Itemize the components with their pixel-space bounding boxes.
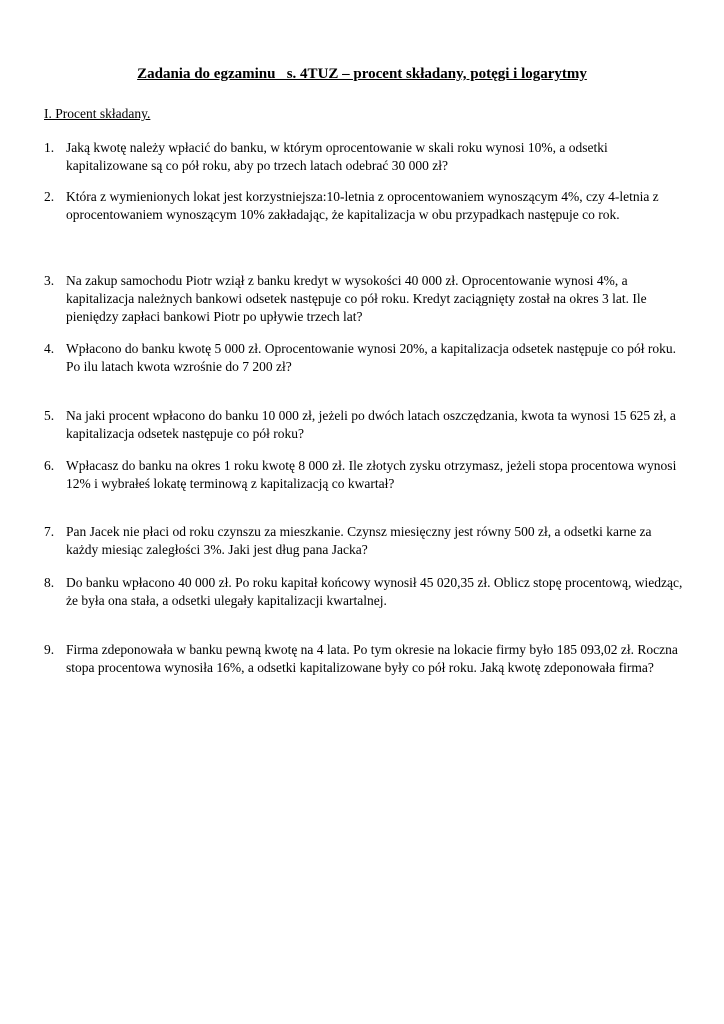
task-text: Wpłacasz do banku na okres 1 roku kwotę 8 000 zł. Ile złotych zysku otrzymasz, jeżeli stopa procentowa wynosi 12% i wybrałeś lokatę terminową z kapitalizacją co kwartał?	[66, 458, 677, 491]
task-item-2	[44, 188, 684, 224]
task-item-8	[44, 574, 684, 610]
task-item-6	[44, 457, 684, 493]
task-text: Jaką kwotę należy wpłacić do banku, w którym oprocentowanie w skali roku wynosi 10%, a odsetki kapitalizowane są co pół roku, aby po trzech latach odebrać 30 000 zł?	[66, 140, 608, 173]
task-text: Wpłacono do banku kwotę 5 000 zł. Oprocentowanie wynosi 20%, a kapitalizacja odsetek następuje co pół roku. Po ilu latach kwota wzrośnie do 7 200 zł?	[66, 341, 676, 374]
section-heading: I. Procent składany.	[44, 106, 151, 121]
task-text: Pan Jacek nie płaci od roku czynszu za mieszkanie. Czynsz miesięczny jest równy 500 zł, a odsetki karne za każdy miesiąc zaległości 3%. Jaki jest dług pana Jacka?	[66, 524, 652, 557]
task-number: 2.	[44, 189, 55, 204]
task-item-9	[44, 641, 684, 677]
task-number: 1.	[44, 140, 55, 155]
task-number: 4.	[44, 341, 55, 356]
task-number: 9.	[44, 642, 55, 657]
task-number: 8.	[44, 575, 55, 590]
task-text: Firma zdeponowała w banku pewną kwotę na 4 lata. Po tym okresie na lokacie firmy było 185 093,02 zł. Roczna stopa procentowa wynosiła 16%, a odsetki kapitalizowane były co pół roku. Jaką kwotę zdeponowała firma?	[66, 642, 678, 675]
task-text: Na jaki procent wpłacono do banku 10 000 zł, jeżeli po dwóch latach oszczędzania, kwota ta wynosi 15 625 zł, a kapitalizacja odsetek następuje co pół roku?	[66, 408, 676, 441]
task-text: Na zakup samochodu Piotr wziął z banku kredyt w wysokości 40 000 zł. Oprocentowanie wynosi 4%, a kapitalizacja należnych bankowi odsetek następuje co pół roku. Kredyt zaciągnięty został na okres 3 lat. Ile pieniędzy zapłaci bankowi Piotr po upływie trzech lat?	[66, 273, 647, 324]
task-item-3	[44, 272, 684, 326]
task-number: 3.	[44, 273, 55, 288]
task-text: Do banku wpłacono 40 000 zł. Po roku kapitał końcowy wynosił 45 020,35 zł. Oblicz stopę procentową, wiedząc, że była ona stała, a odsetki ulegały kapitalizacji kwartalnej.	[66, 575, 683, 608]
task-number: 7.	[44, 524, 55, 539]
document-title: Zadania do egzaminu s. 4TUZ – procent składany, potęgi i logarytmy	[137, 66, 587, 82]
task-item-5	[44, 407, 684, 443]
task-item-7	[44, 523, 684, 559]
task-number: 5.	[44, 408, 55, 423]
task-item-4	[44, 340, 684, 376]
task-item-1	[44, 139, 684, 175]
task-number: 6.	[44, 458, 55, 473]
task-text: Która z wymienionych lokat jest korzystniejsza:10-letnia z oprocentowaniem wynoszącym 4%, czy 4-letnia z oprocentowaniem wynoszącym 10% zakładając, że kapitalizacja w obu przypadkach następuje co rok.	[66, 189, 659, 222]
